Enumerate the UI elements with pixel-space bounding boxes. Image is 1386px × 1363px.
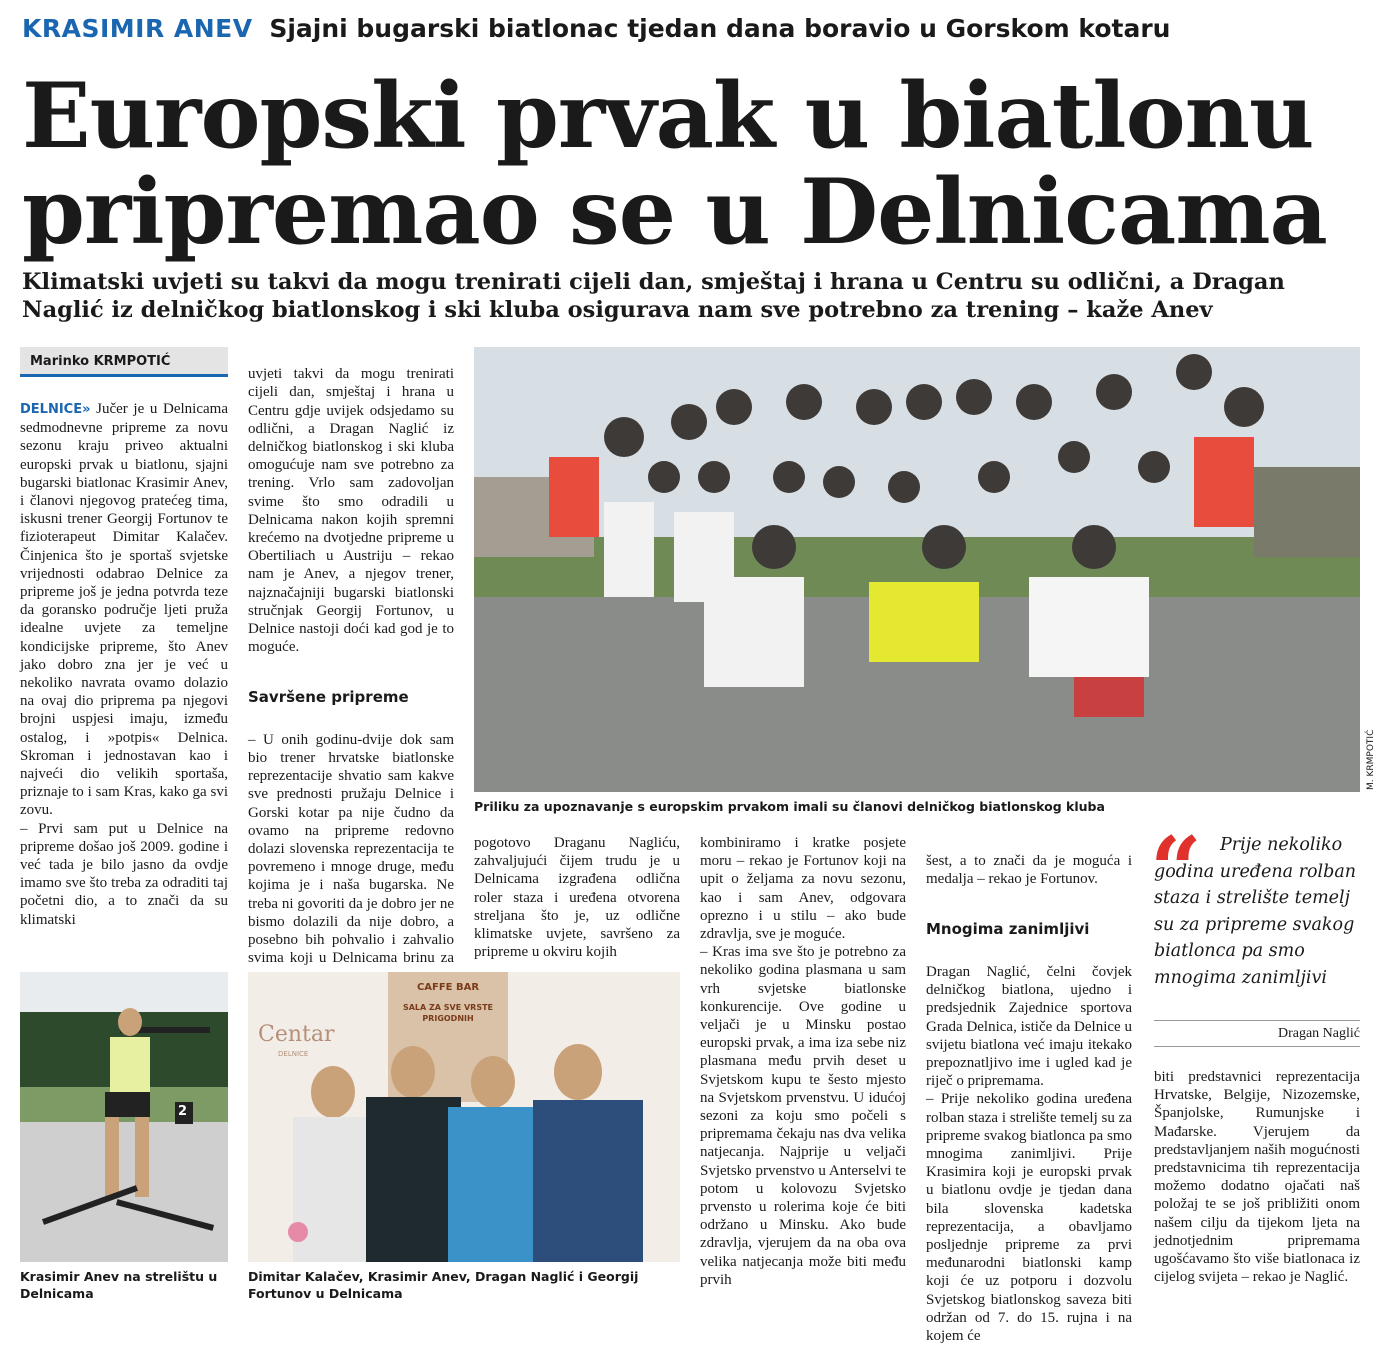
left-photo-caption: Krasimir Anev na strelištu u Delnicama bbox=[20, 1269, 218, 1301]
kicker-subtitle: Sjajni bugarski biatlonac tjedan dana boravio u Gorskom kotaru bbox=[269, 14, 1171, 43]
sign-delnice: DELNICE bbox=[278, 1050, 309, 1058]
left-photo bbox=[20, 972, 228, 1262]
main-photo-credit: M. KRMPOTIĆ bbox=[1366, 729, 1376, 790]
left-photo-graphic bbox=[20, 972, 228, 1262]
byline: Marinko KRMPOTIĆ bbox=[20, 347, 228, 377]
column-5 bbox=[926, 834, 1132, 1363]
subhead-mnogima: Mnogima zanimljivi bbox=[926, 919, 1090, 938]
column-2a-text: uvjeti takvi da mogu trenirati cijeli dan, smještaj i hrana u Centru gdje uvijek odsjedamo su odlični, a Dragan Naglić iz delničkog biatlonskog i ski kluba omogućuje nam sve potrebno za trening. Vrlo sam zadovoljan svime što smo odradili u Delnicama nakon kojih spremni krećemo na dvotjedne pripreme u Obertiliach u Austriju – rekao nam je Anev, a njegov trener, najznačajniji bugarski biatlonski stručnjak Georgij Fortunov, u Delnice nastoji doći kad god je to moguće. bbox=[248, 366, 454, 656]
dateline: DELNICE bbox=[20, 402, 83, 417]
kicker-name: KRASIMIR ANEV bbox=[22, 14, 253, 43]
dateline-arrow-icon: » bbox=[82, 402, 91, 417]
middle-photo bbox=[248, 972, 680, 1262]
sign-caffe-bar: CAFFE BAR bbox=[416, 982, 480, 993]
column-2 bbox=[248, 347, 454, 1004]
quote-mark-icon: “ bbox=[1150, 817, 1202, 923]
deck: Klimatski uvjeti su takvi da mogu trenirati cijeli dan, smještaj i hrana u Centru su odlični, a Dragan Naglić iz delničkog biatlonskog i ski kluba osigurava nam sve potrebno za trening – kaže Anev bbox=[22, 269, 1285, 323]
main-photo-graphic bbox=[474, 347, 1360, 792]
column-5b-text: Dragan Naglić, čelni čovjek delničkog biatlona, ujedno i predsjednik Zajednice sportova Grada Delnica, ističe da Delnice u svijetu biatlona već imaju itekako prepoznatljivo ime i ugled kad je riječ o pripremama. – Prije nekoliko godina uređena rolban staza i strelište temelj su za pripreme svakog biatlonca pa smo mnogima zanimljivi. Prije Krasimira koji je europski prvak u biatlonu ovdje je tjedan dana bila slovenska kadetska reprezentacija, a obavljamo posljednje pripreme za prvi međunarodni biatlonski kamp koji će uz potporu i dozvolu Svjetskog biatlonskog saveza biti održan od 7. do 15. rujna i na kojem će bbox=[926, 964, 1132, 1345]
subhead-savrsene: Savršene pripreme bbox=[248, 687, 409, 706]
main-photo bbox=[474, 347, 1360, 792]
column-6: biti predstavnici reprezentacija Hrvatske, Belgije, Nizozemske, Španjolske, Rumunjske i Mađarske. Vjerujem da predstavljanjem naših mogućnosti predstavnicima tih reprezentacija možemo dodatno ojačati naš položaj te se još približiti onom našem cilju da tijekom ljeta na jednotjednim pripremama ugošćavamo što više biatlonaca iz cijelog svijeta – rekao je Naglić. bbox=[1154, 1069, 1360, 1286]
middle-photo-caption: Dimitar Kalačev, Krasimir Anev, Dragan Naglić i Georgij Fortunov u Delnicama bbox=[248, 1269, 639, 1301]
column-4: kombiniramo i kratke posjete moru – rekao je Fortunov koji na upit o željama za novu sezonu, kao i sam Anev, odgovara oprezno i u stilu – ako bude zdravlja, sve je moguće. – Kras ima sve što je potrebno za nekoliko godina plasmana u sam vrh svjetske biatlonske konkurencije. Ove godine u veljači je u Minsku postao europski prvak, a ima iza sebe niz plasmana među prvih deset u Svjetskom kupu te šesto mjesto na Svjetskom prvenstvu. U idućoj sezoni za koju smo počeli s pripremama čekaju nas dva velika natjecanja. Najprije u veljači Svjetsko prvenstvo u Anterselvi te potom u kolovozu Svjetsko prvensto u rolerima koje će biti održano u Minsku. Ako bude zdravlja, vjerujem da na oba ova velika natjecanja može biti među prvih bbox=[700, 835, 906, 1288]
column-5a-text: šest, a to znači da je moguća i medalja – rekao je Fortunov. bbox=[926, 853, 1132, 888]
kicker bbox=[22, 14, 1170, 43]
sign-centar: Centar bbox=[258, 1022, 335, 1047]
column-1-text: Jučer je u Delnicama sedmodnevne pripreme za novu sezonu kraju priveo aktualni europski prvak u biatlonu, sjajni bugarski biatlonac Krasimir Anev, i članovi njegovog pratećeg tima, iskusni trener Georgij Fortunov te fizioterapeut Dimitar Kalačev. Činjenica što je sportaš svjetske vrijednosti odabrao Delnice za pripreme još je jedna potvrda teze da goransko područje ljeti pruža idealne uvjete za temeljne kondicijske pripreme, što Anev jako dobro zna jer je već u nekoliko navrata ovamo dolazio na ovaj dio priprema pa njegovi brojni uspjesi imaju, između ostalog, i »potpis« Delnica. Skroman i jednostavan kao i najveći dio velikih sportaša, priznaje to i sam Kras, kako ga svi zovu. – Prvi sam put u Delnice na pripreme došao još 2009. godine i već tada je bilo jasno da ovdje imamo sve što treba za odraditi taj početni dio, a to znači da su klimatski bbox=[20, 401, 228, 928]
column-1 bbox=[20, 400, 228, 929]
pullquote-rule bbox=[1154, 1020, 1360, 1021]
pullquote-rule-bottom bbox=[1154, 1046, 1360, 1047]
sign-sala: SALA ZA SVE VRSTE PRIGODNIH bbox=[402, 1003, 494, 1023]
column-2b-text: – U onih godinu-dvije dok sam bio trener hrvatske biatlonske reprezentacije shvatio sam kakve sve prednosti pružaju Delnice i Gorski kotar pa nije čudno da ovamo na pripreme redovno dolazi slovenska reprezentacija te povremeno i mnoge druge, među kojima je i naša bugarska. Ne treba ni govoriti da je dobro jer ne bismo dolazili da nije dobro, a posebno bih pohvalio i zahvalio svima koji u Delnicama brinu za bbox=[248, 731, 454, 967]
headline: Europski prvak u biatlonu pripremao se u Delnicama bbox=[22, 63, 1327, 265]
pullquote-text: Prije nekoliko godina uređena rolban staza i strelište temelj su za pripreme svakog biatlonca pa smo mnogima zanimljivi bbox=[1154, 835, 1357, 988]
lane-number: 2 bbox=[178, 1104, 188, 1119]
pullquote-author: Dragan Naglić bbox=[1277, 1026, 1360, 1041]
column-3: pogotovo Draganu Nagliću, zahvaljujući čijem trudu je u Delnicama izgrađena odlična roler staza i uređena otvorena streljana što je, uz odlične klimatske uvjete, savršeno za pripreme u okviru kojih bbox=[474, 835, 680, 961]
main-photo-caption: Priliku za upoznavanje s europskim prvakom imali su članovi delničkog biatlonskog kluba bbox=[474, 799, 1105, 814]
